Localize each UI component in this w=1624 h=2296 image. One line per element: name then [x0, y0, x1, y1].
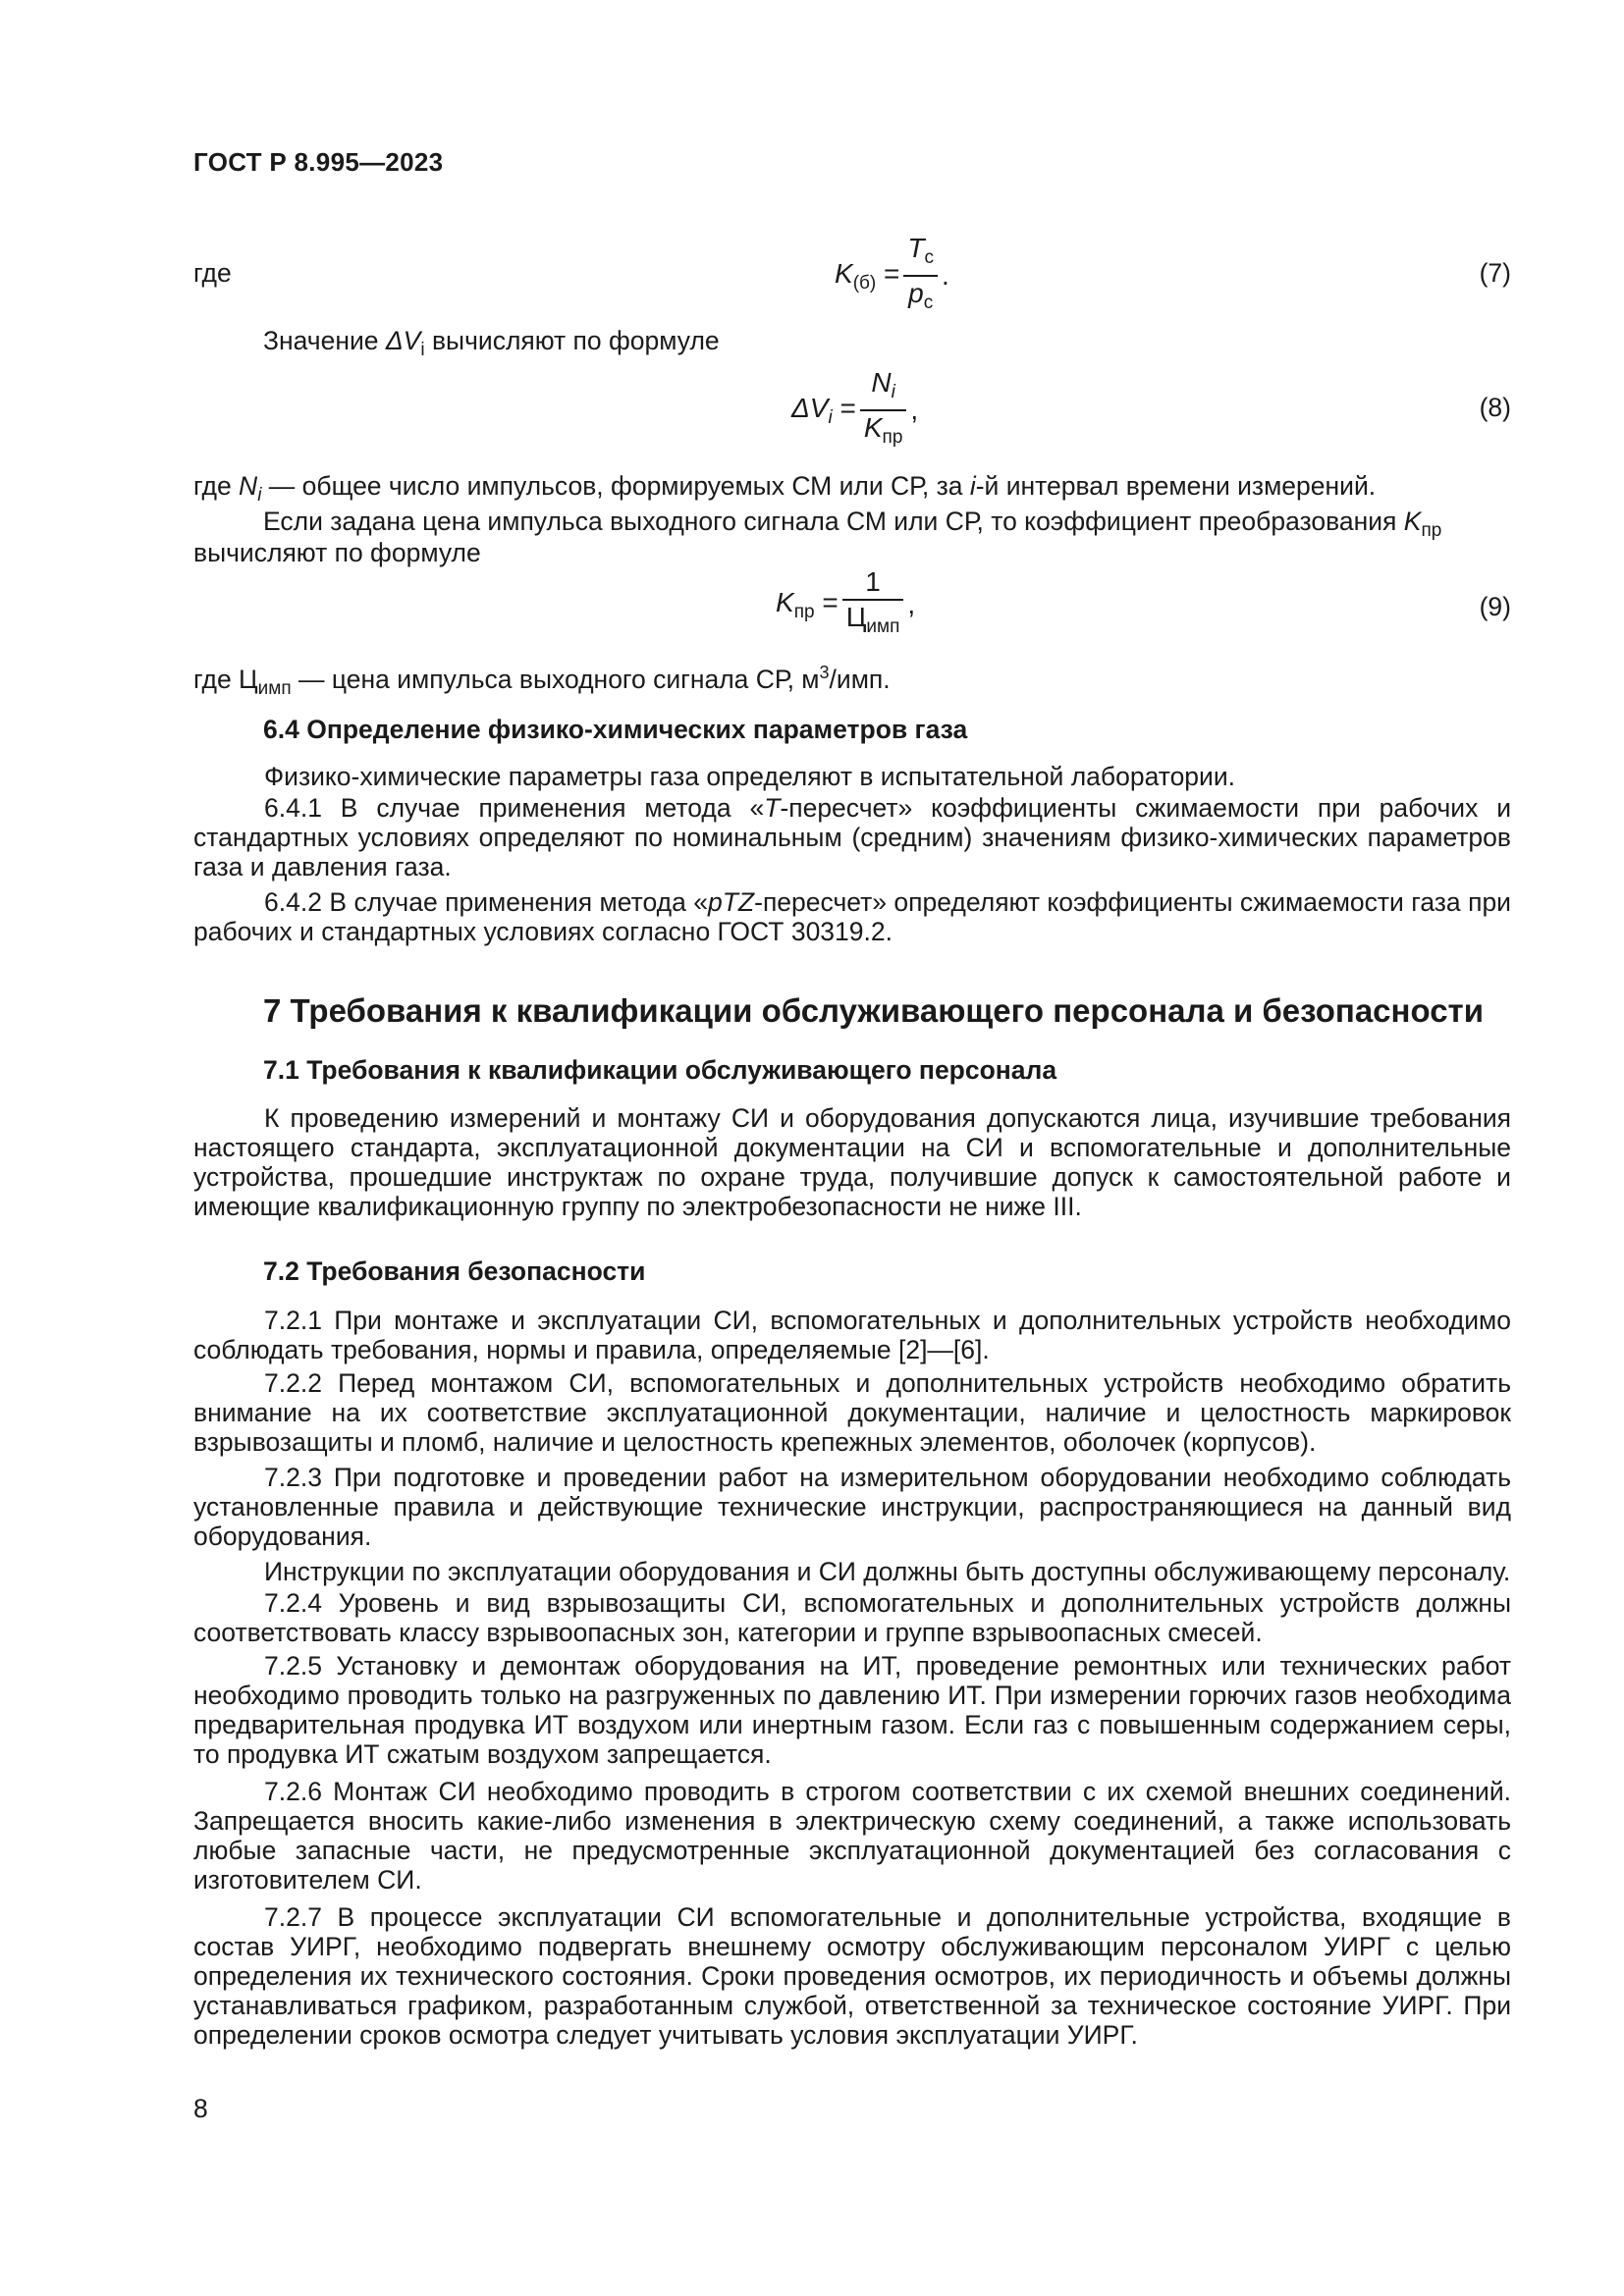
formula-9: $K_{пр}$ = $\frac{1}{Ц_{имп}}$ ,: [776, 567, 915, 642]
kpr-intro: Если задана цена импульса выходного сигнала СМ или СР, то коэффициент преобразования $K_{пр}$: [263, 507, 1442, 541]
s72-paragraph-727: 7.2.7 В процессе эксплуатации СИ вспомогательные и дополнительные устройства, входящие в состав УИРГ, необходимо подвергать внешнему осмотру обслуживающим персоналом УИРГ с целью определения их технического состояния. Сроки проведения осмотров, их периодичность и объемы должны устанавливаться графиком, разработанным службой, ответственной за техническое состояние УИРГ. При определении сроков осмотра следует учитывать условия эксплуатации УИРГ.: [193, 1902, 1511, 2050]
s72-paragraph-721: 7.2.1 При монтаже и эксплуатации СИ, вспомогательных и дополнительных устройств необходимо соблюдать требования, нормы и правила, определяемые [2]—[6].: [193, 1306, 1511, 1364]
document-header: ГОСТ Р 8.995—2023: [193, 147, 444, 177]
s72-paragraph-723b: Инструкции по эксплуатации оборудования и СИ должны быть доступны обслуживающему персоналу.: [264, 1557, 1511, 1586]
formula-7: $K_{(б)}$ = $\frac{T_с}{p_с}$ .: [835, 234, 949, 318]
section-6-4-title: 6.4 Определение физико-химических параметров газа: [263, 715, 968, 744]
s71-paragraph: К проведению измерений и монтажу СИ и оборудования допускаются лица, изучившие требования настоящего стандарта, эксплуатационной документации на СИ и вспомогательные и дополнительные устройства, прошедшие инструктаж по охране труда, получившие допуск к самостоятельной работе и имеющие квалификационную группу по электробезопасности не ниже III.: [193, 1103, 1511, 1221]
s72-paragraph-724: 7.2.4 Уровень и вид взрывозащиты СИ, вспомогательных и дополнительных устройств должны соответствовать классу взрывоопасных зон, категории и группе взрывоопасных смесей.: [193, 1588, 1511, 1647]
s72-paragraph-726: 7.2.6 Монтаж СИ необходимо проводить в строгом соответствии с их схемой внешних соединений. Запрещается вносить какие-либо изменения в электрическую схему соединений, а также использовать любые запасные части, не предусмотренные эксплуатационной документацией без согласования с изготовителем СИ.: [193, 1777, 1511, 1895]
formula7-where: где: [193, 258, 232, 288]
page-number: 8: [193, 2094, 208, 2123]
ni-definition: где $N_i$ — общее число импульсов, формируемых СМ или СР, за i-й интервал времени измерений.: [193, 471, 1377, 506]
section-7-title: 7 Требования к квалификации обслуживающего персонала и безопасности: [263, 992, 1484, 1029]
fraction: $\frac{1}{Ц_{имп}}$: [842, 567, 904, 642]
s72-paragraph-725: 7.2.5 Установку и демонтаж оборудования на ИТ, проведение ремонтных или технических работ необходимо проводить только на разгруженных по давлению ИТ. При измерении горючих газов необходима предварительная продувка ИТ воздухом или инертным газом. Если газ с повышенным содержанием серы, то продувка ИТ сжатым воздухом запрещается.: [193, 1651, 1511, 1769]
formula-8: $\Delta V_i$ = $\frac{N_i}{K_{пр}}$ ,: [791, 368, 918, 453]
s64-paragraph-2: 6.4.1 В случае применения метода «T-пересчет» коэффициенты сжимаемости при рабочих и стандартных условиях определяют по номинальным (средним) значениям физико-химических параметров газа и давления газа.: [193, 793, 1511, 881]
s64-paragraph-3: 6.4.2 В случае применения метода «pTZ-пересчет» определяют коэффициенты сжимаемости газа при рабочих и стандартных условиях согласно ГОСТ 30319.2.: [193, 887, 1511, 946]
dv-intro: Значение $\Delta V_i$ вычисляют по формуле: [263, 326, 720, 360]
s64-paragraph-1: Физико-химические параметры газа определяют в испытательной лаборатории.: [264, 762, 1236, 791]
fraction: $\frac{N_i}{K_{пр}}$: [860, 368, 907, 453]
section-7-2-title: 7.2 Требования безопасности: [263, 1256, 646, 1286]
equation-number-9: (9): [1479, 592, 1511, 621]
kpr-intro-cont: вычисляют по формуле: [193, 538, 481, 567]
equation-number-8: (8): [1479, 393, 1511, 422]
equation-number-7: (7): [1479, 258, 1511, 288]
section-7-1-title: 7.1 Требования к квалификации обслуживающего персонала: [263, 1055, 1057, 1085]
s72-paragraph-723: 7.2.3 При подготовке и проведении работ на измерительном оборудовании необходимо соблюдать установленные правила и действующие технические инструкции, распространяющиеся на данный вид оборудования.: [193, 1463, 1511, 1551]
cimp-definition: где $Ц_{имп}$ — цена импульса выходного сигнала СР, $м^3$/имп.: [193, 663, 891, 699]
s72-paragraph-722: 7.2.2 Перед монтажом СИ, вспомогательных и дополнительных устройств необходимо обратить внимание на их соответствие эксплуатационной документации, наличие и целостность маркировок взрывозащиты и пломб, наличие и целостность крепежных элементов, оболочек (корпусов).: [193, 1368, 1511, 1457]
fraction: $\frac{T_с}{p_с}$: [903, 234, 938, 318]
